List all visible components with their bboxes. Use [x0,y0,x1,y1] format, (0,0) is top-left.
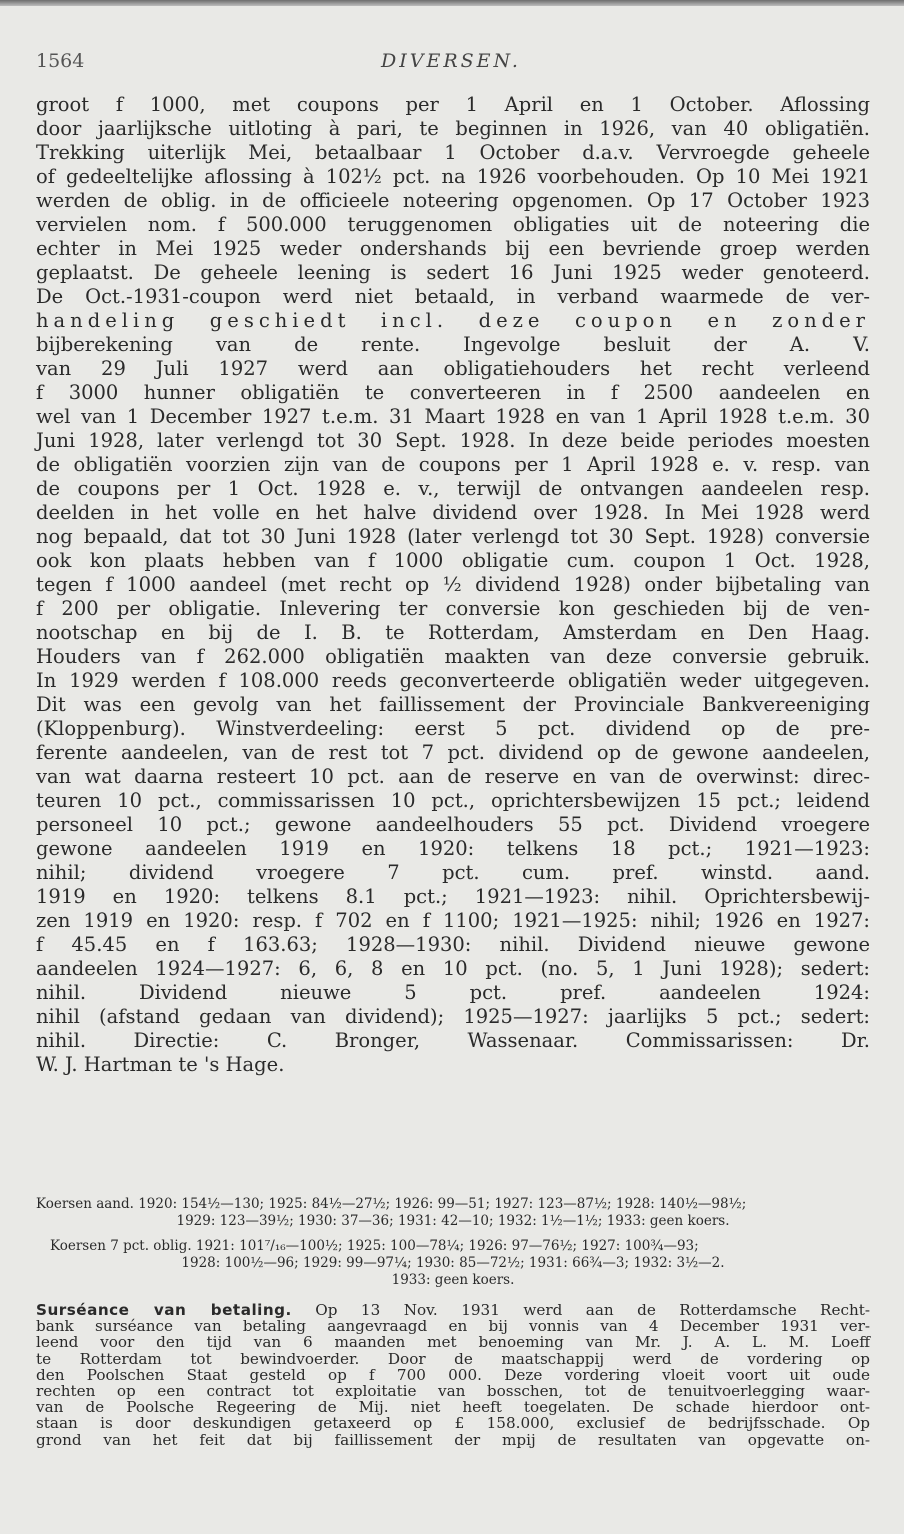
body-line: Dit was een gevolg van het faillissement der Provinciale Bankvereeniging [36,693,870,716]
body-line: zen 1919 en 1920: resp. f 702 en f 1100; 1921—1925: nihil; 1926 en 1927: [36,909,870,932]
surseance-line: bank surséance van betaling aangevraagd en bij vonnis van 4 December 1931 ver- [36,1317,870,1336]
running-title: DIVERSEN. [381,50,521,72]
page-number: 1564 [36,50,85,72]
surseance-line: grond van het feit dat bij faillissement der mpij de resultaten van opgevatte on- [36,1430,870,1449]
body-line: W. J. Hartman te 's Hage. [36,1053,285,1076]
body-line: nihil. Directie: C. Bronger, Wassenaar. Commissarissen: Dr. [36,1029,870,1052]
body-line: f 200 per obligatie. Inlevering ter conversie kon geschieden bij de ven- [36,597,870,620]
body-line: ook kon plaats hebben van f 1000 obligatie cum. coupon 1 Oct. 1928, [36,549,870,572]
body-line: In 1929 werden f 108.000 reeds geconverteerde obligatiën weder uitgegeven. [36,669,870,692]
body-line: f 3000 hunner obligatiën te converteeren in f 2500 aandeelen en [36,381,870,404]
surseance-line: den Poolschen Staat gesteld op f 700 000. Deze vordering vloeit voort uit oude [36,1365,870,1384]
surseance-line: rechten op een contract tot exploitatie van bosschen, tot de tenuitvoerlegging waar- [36,1381,870,1400]
surseance-line: staan is door deskundigen getaxeerd op £ 158.000, exclusief de bedrijfsschade. Op [36,1414,870,1433]
body-line: van wat daarna resteert 10 pct. aan de reserve en van de overwinst: direc- [36,765,870,788]
page-top-edge [0,0,904,6]
body-line: nihil. Dividend nieuwe 5 pct. pref. aandeelen 1924: [36,981,870,1004]
body-line: vervielen nom. f 500.000 teruggenomen obligaties uit de noteering die [36,213,870,236]
body-line: nihil (afstand gedaan van dividend); 1925—1927: jaarlijks 5 pct.; sedert: [36,1005,870,1028]
price-line: Koersen 7 pct. oblig. 1921: 101⁷/₁₆—100½; 1925: 100—78¼; 1926: 97—76½; 1927: 100¾—93; [50,1238,699,1254]
body-line: van 29 Juli 1927 werd aan obligatiehouders het recht verleend [36,357,870,380]
surseance-section [36,1302,870,1448]
surseance-text: Op 13 Nov. 1931 werd aan de Rotterdamsche Recht- [315,1301,870,1319]
body-line: Juni 1928, later verlengd tot 30 Sept. 1928. In deze beide periodes moesten [36,429,870,452]
body-line: de obligatiën voorzien zijn van de coupons per 1 April 1928 e. v. resp. van [36,453,870,476]
price-line: 1933: geen koers. [391,1272,515,1288]
body-line: groot f 1000, met coupons per 1 April en 1 October. Aflossing [36,93,870,116]
surseance-heading: Surséance van betaling. [36,1301,292,1319]
body-line: (Kloppenburg). Winstverdeeling: eerst 5 pct. dividend op de pre- [36,717,870,740]
body-line: tegen f 1000 aandeel (met recht op ½ dividend 1928) onder bijbetaling van [36,573,870,596]
body-line: of gedeeltelijke aflossing à 102½ pct. na 1926 voorbehouden. Op 10 Mei 1921 [36,165,870,188]
body-line: de coupons per 1 Oct. 1928 e. v., terwijl de ontvangen aandeelen resp. [36,477,870,500]
body-line: geplaatst. De geheele leening is sedert 16 Juni 1925 weder genoteerd. [36,261,870,284]
body-line: deelden in het volle en het halve dividend over 1928. In Mei 1928 werd [36,501,870,524]
surseance-line: te Rotterdam tot bewindvoerder. Door de maatschappij werd de vordering op [36,1349,870,1368]
body-line: werden de oblig. in de officieele noteering opgenomen. Op 17 October 1923 [36,189,870,212]
body-line: echter in Mei 1925 weder ondershands bij een bevriende groep werden [36,237,870,260]
body-line: Trekking uiterlijk Mei, betaalbaar 1 October d.a.v. Vervroegde geheele [36,141,870,164]
body-line: nihil; dividend vroegere 7 pct. cum. pref. winstd. aand. [36,861,870,884]
page-header [36,46,866,76]
body-line: De Oct.-1931-coupon werd niet betaald, in verband waarmede de ver- [36,285,870,308]
body-line: nootschap en bij de I. B. te Rotterdam, Amsterdam en Den Haag. [36,621,870,644]
body-line: gewone aandeelen 1919 en 1920: telkens 18 pct.; 1921—1923: [36,837,870,860]
body-line: bijberekening van de rente. Ingevolge besluit der A. V. [36,333,870,356]
surseance-first-line [36,1302,870,1318]
price-line: 1928: 100½—96; 1929: 99—97¼; 1930: 85—72½; 1931: 66¾—3; 1932: 3½—2. [181,1255,725,1271]
body-line: personeel 10 pct.; gewone aandeelhouders 55 pct. Dividend vroegere [36,813,870,836]
body-paragraph [36,93,870,1077]
price-line: 1929: 123—39½; 1930: 37—36; 1931: 42—10; 1932: 1½—1½; 1933: geen koers. [176,1213,730,1229]
surseance-line: leend voor den tijd van 6 maanden met benoeming van Mr. J. A. L. M. Loeff [36,1333,870,1352]
body-line: f 45.45 en f 163.63; 1928—1930: nihil. Dividend nieuwe gewone [36,933,870,956]
body-line: wel van 1 December 1927 t.e.m. 31 Maart 1928 en van 1 April 1928 t.e.m. 30 [36,405,870,428]
surseance-line: van de Poolsche Regeering de Mij. niet heeft toegelaten. De schade hierdoor ont- [36,1398,870,1417]
price-quotations [36,1196,870,1289]
body-line: handeling geschiedt incl. deze coupon en zonder [36,309,870,332]
price-line: Koersen aand. 1920: 154½—130; 1925: 84½—27½; 1926: 99—51; 1927: 123—87½; 1928: 140½—98½; [36,1196,747,1212]
body-line: nog bepaald, dat tot 30 Juni 1928 (later verlengd tot 30 Sept. 1928) conversie [36,525,870,548]
body-line: Houders van f 262.000 obligatiën maakten van deze conversie gebruik. [36,645,870,668]
body-line: aandeelen 1924—1927: 6, 6, 8 en 10 pct. (no. 5, 1 Juni 1928); sedert: [36,957,870,980]
body-line: ferente aandeelen, van de rest tot 7 pct. dividend op de gewone aandeelen, [36,741,870,764]
body-line: 1919 en 1920: telkens 8.1 pct.; 1921—1923: nihil. Oprichtersbewij- [36,885,870,908]
body-line: teuren 10 pct., commissarissen 10 pct., oprichtersbewijzen 15 pct.; leidend [36,789,870,812]
body-line: door jaarlijksche uitloting à pari, te beginnen in 1926, van 40 obligatiën. [36,117,870,140]
